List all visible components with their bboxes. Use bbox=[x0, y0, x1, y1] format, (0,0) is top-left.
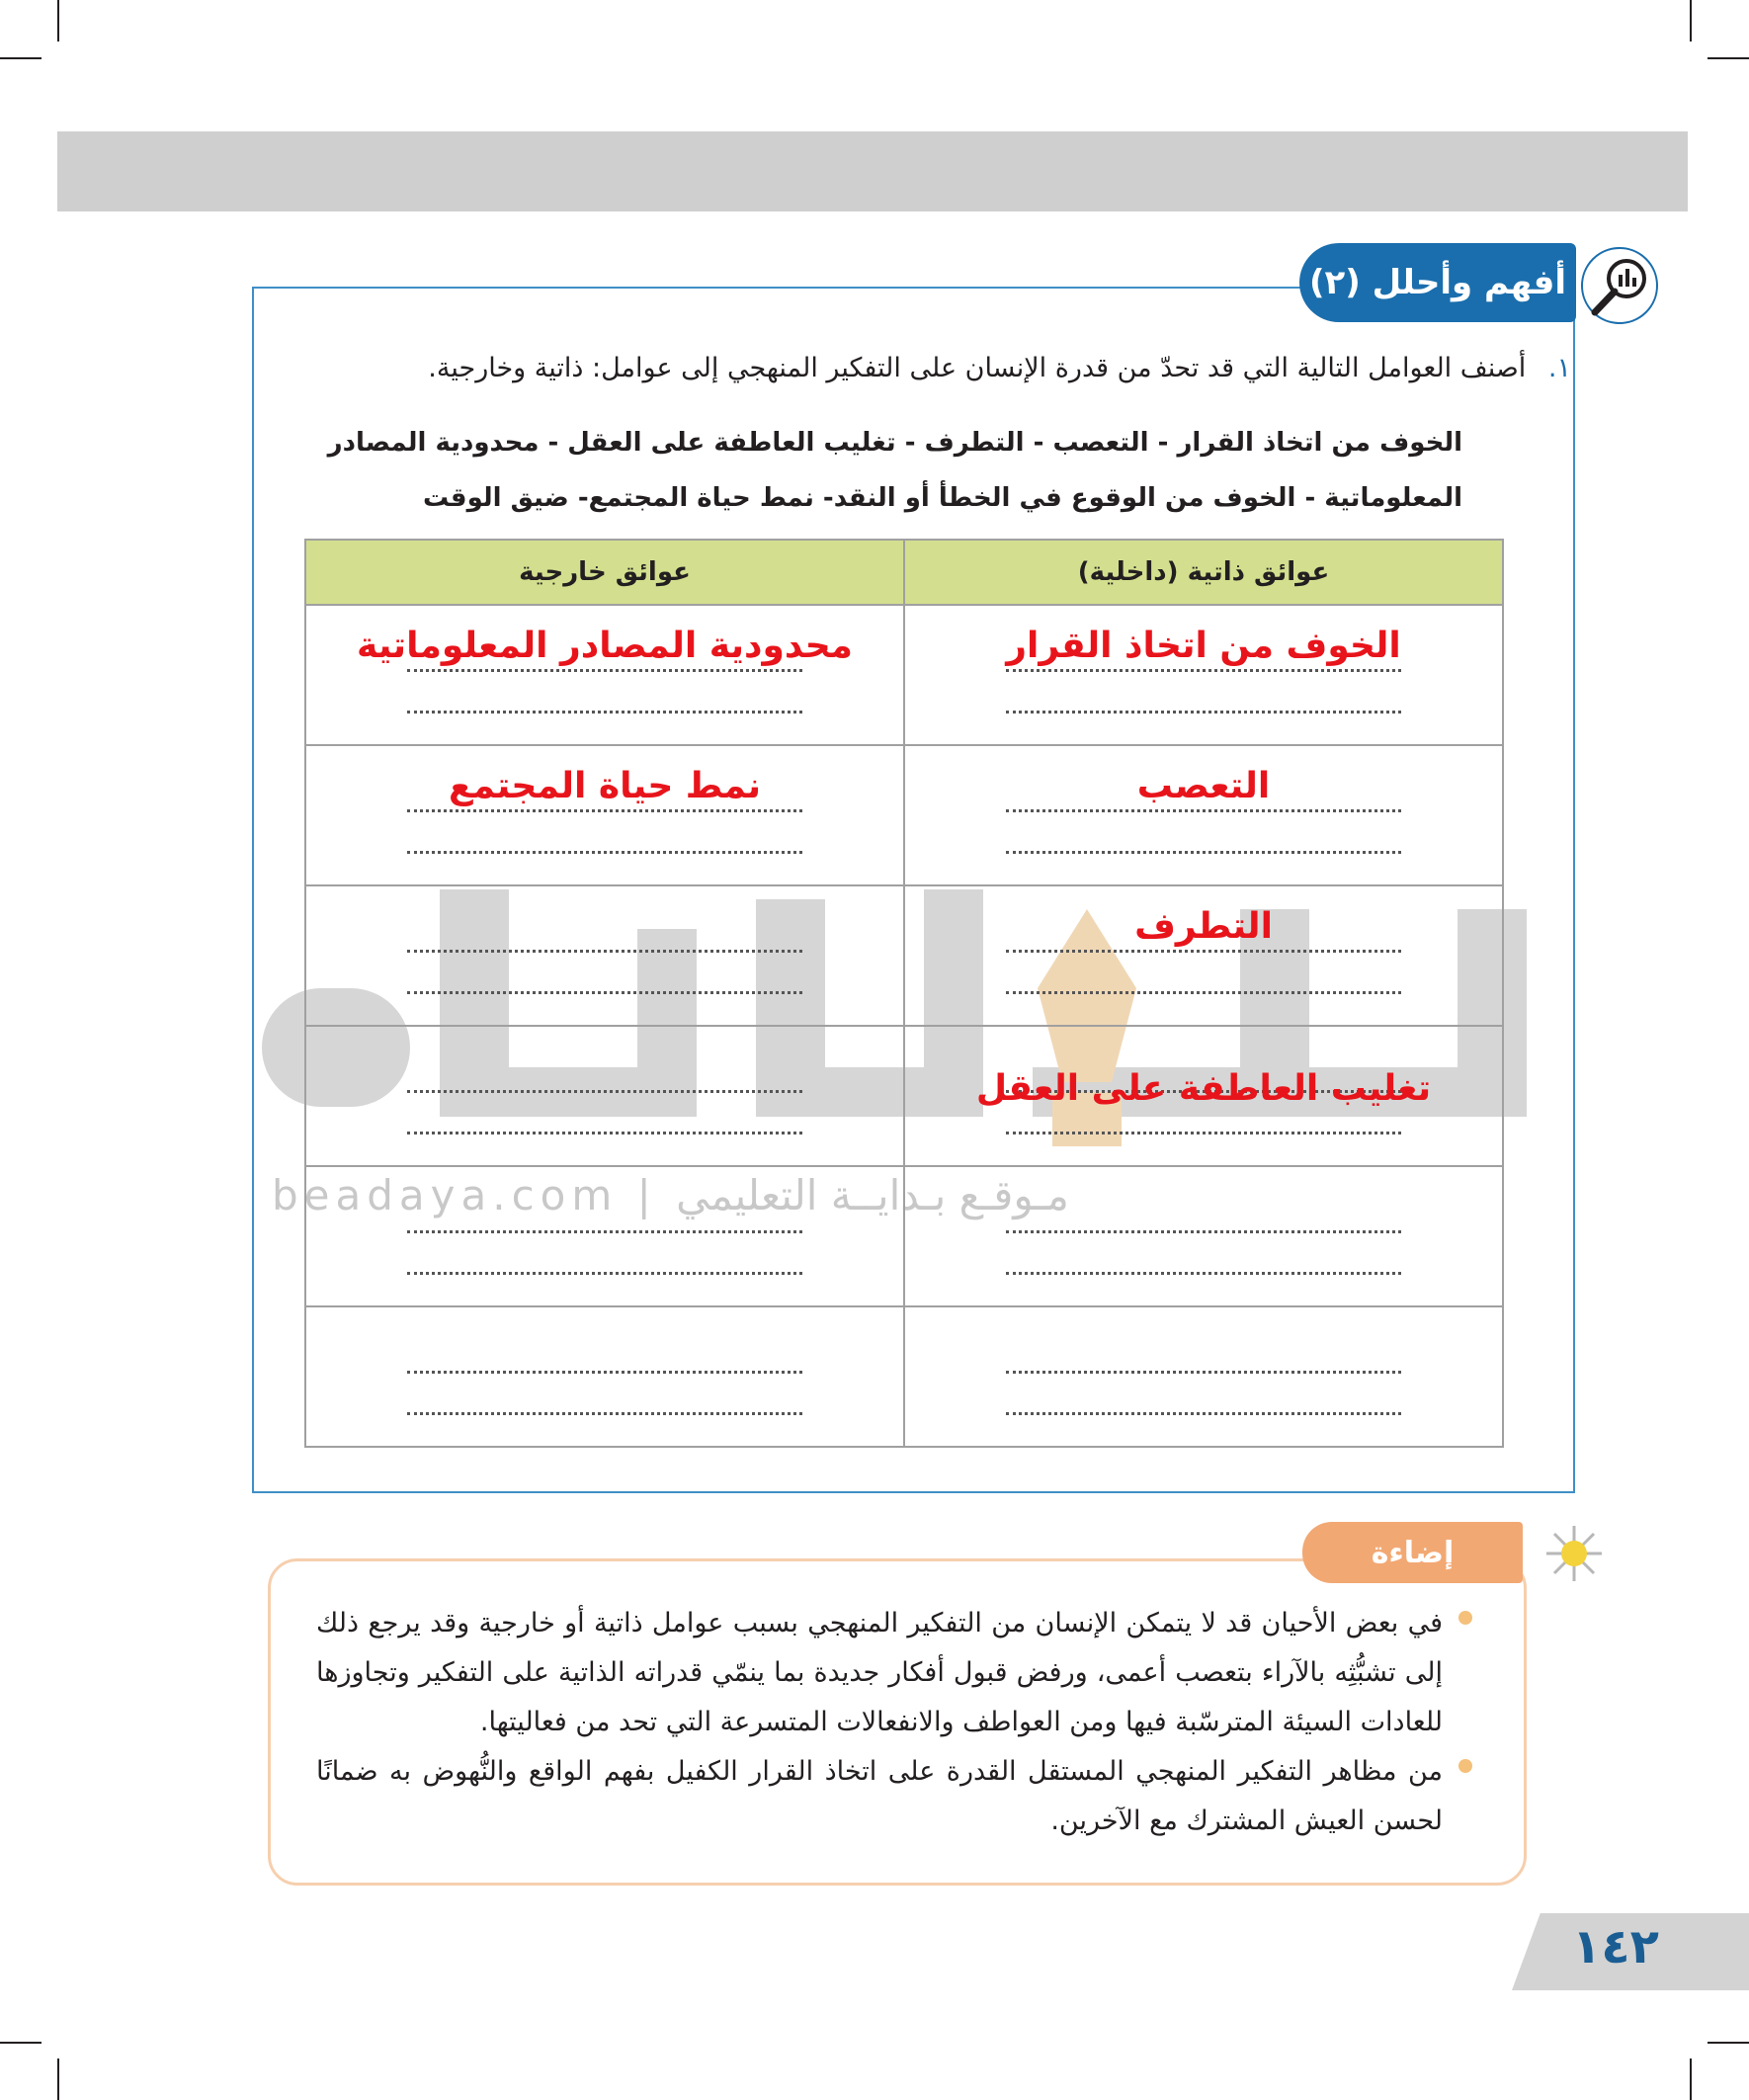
answer-cell-external[interactable] bbox=[305, 1306, 904, 1447]
section-title: أفهم وأحلل (٢) bbox=[1308, 263, 1567, 302]
table-row bbox=[305, 1306, 1503, 1447]
table-header-row bbox=[305, 540, 1503, 605]
header-internal: عوائق ذاتية (داخلية) bbox=[904, 540, 1503, 605]
answer-cell-external[interactable] bbox=[305, 605, 904, 745]
table-row bbox=[305, 745, 1503, 885]
page-number: ١٤٢ bbox=[1572, 1919, 1659, 1974]
answer-cell-internal[interactable] bbox=[904, 605, 1503, 745]
factors-line-1: الخوف من اتخاذ القرار - التعصب - التطرف - تغليب العاطفة على العقل - محدودية المصادر bbox=[327, 428, 1462, 458]
note-bullet: من مظاهر التفكير المنهجي المستقل القدرة على اتخاذ القرار الكفيل بفهم الواقع والنُّهوض به ضمانًا لحسن العيش المشترك مع الآخرين. bbox=[316, 1747, 1472, 1846]
answer-text: الخوف من اتخاذ القرار bbox=[1006, 626, 1401, 666]
answer-cell-internal[interactable] bbox=[904, 1306, 1503, 1447]
note-title: إضاءة bbox=[1371, 1535, 1455, 1570]
bullet-dot bbox=[1458, 1611, 1472, 1625]
note-title-tab bbox=[1302, 1522, 1523, 1583]
answer-cell-internal[interactable] bbox=[904, 1166, 1503, 1306]
table-row bbox=[305, 1026, 1503, 1166]
note-text bbox=[316, 1599, 1472, 1846]
table-row bbox=[305, 1166, 1503, 1306]
crop-mark bbox=[0, 2042, 42, 2044]
question-text: أصنف العوامل التالية التي قد تحدّ من قدرة الإنسان على التفكير المنهجي إلى عوامل: ذاتية وخارجية. bbox=[428, 353, 1527, 383]
crop-mark bbox=[1707, 57, 1749, 59]
answer-text: محدودية المصادر المعلوماتية bbox=[357, 626, 853, 666]
crop-mark bbox=[1690, 0, 1692, 42]
answer-cell-internal[interactable] bbox=[904, 1026, 1503, 1166]
bullet-dot bbox=[1458, 1759, 1472, 1773]
note-bullet: في بعض الأحيان قد لا يتمكن الإنسان من التفكير المنهجي بسبب عوامل ذاتية أو خارجية وقد يرجع ذلك إلى تشبُّثِه بالآراء بتعصب أعمى، ورفض قبول أفكار جديدة بما ينمّي قدراته الذاتية على التفكير وتجاوزها للعادات السيئة المترسّبة فيها ومن العواطف والانفعالات المتسرعة التي تحد من فعاليتها. bbox=[316, 1599, 1472, 1747]
crop-mark bbox=[0, 57, 42, 59]
answer-text: التعصب bbox=[1136, 766, 1271, 806]
answer-cell-internal[interactable] bbox=[904, 745, 1503, 885]
sun-icon bbox=[1544, 1524, 1604, 1583]
answer-cell-internal[interactable] bbox=[904, 885, 1503, 1026]
factors-line-2: المعلوماتية - الخوف من الوقوع في الخطأ أو النقد- نمط حياة المجتمع- ضيق الوقت bbox=[423, 483, 1462, 513]
answer-cell-external[interactable] bbox=[305, 1166, 904, 1306]
section-title-tab bbox=[1299, 243, 1576, 322]
answer-cell-external[interactable] bbox=[305, 1026, 904, 1166]
crop-mark bbox=[1707, 2042, 1749, 2044]
watermark-url: beadaya.com | مـوقـع بـدايــة التعليمي bbox=[272, 1171, 1069, 1219]
answer-cell-external[interactable] bbox=[305, 885, 904, 1026]
header-external: عوائق خارجية bbox=[305, 540, 904, 605]
question-number: ١. bbox=[1547, 353, 1571, 383]
answer-text: نمط حياة المجتمع bbox=[448, 766, 762, 806]
table-row bbox=[305, 605, 1503, 745]
answer-cell-external[interactable] bbox=[305, 745, 904, 885]
header-band bbox=[57, 131, 1688, 211]
magnifier-chart-icon bbox=[1579, 245, 1660, 326]
answer-text: تغليب العاطفة على العقل bbox=[975, 1068, 1432, 1109]
answer-text: التطرف bbox=[1134, 906, 1273, 947]
crop-mark bbox=[57, 0, 59, 42]
crop-mark bbox=[1690, 2058, 1692, 2100]
table-row bbox=[305, 885, 1503, 1026]
question-line bbox=[428, 353, 1571, 383]
classification-table bbox=[304, 539, 1504, 1448]
crop-mark bbox=[57, 2058, 59, 2100]
factors-list bbox=[316, 415, 1462, 526]
